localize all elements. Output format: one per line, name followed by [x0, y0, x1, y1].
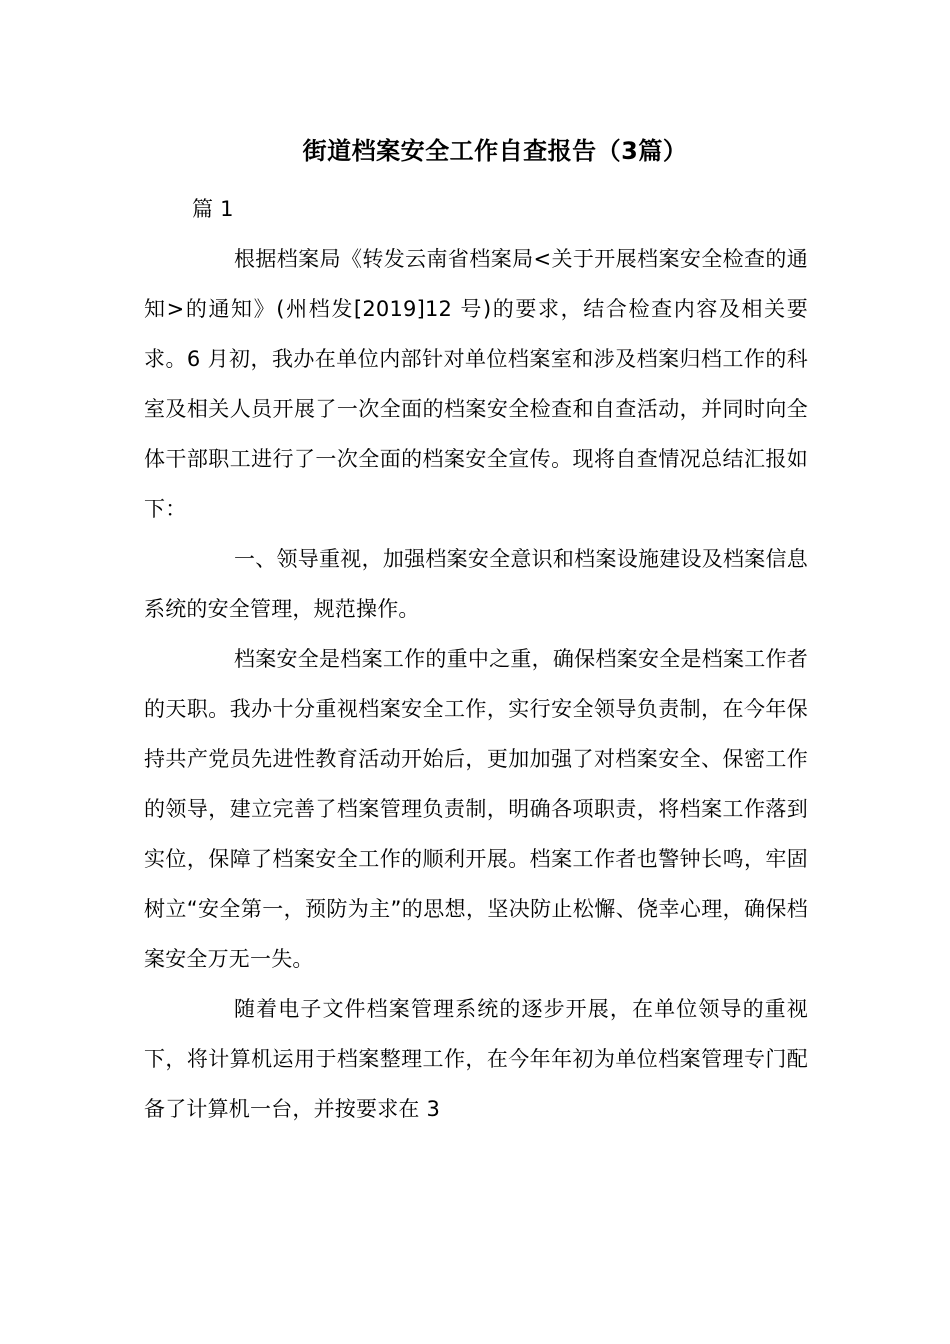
document-body — [144, 184, 808, 1134]
document-title: 街道档案安全工作自查报告（3篇） — [302, 137, 688, 165]
paragraph-safety: 档案安全是档案工作的重中之重，确保档案安全是档案工作者的天职。我办十分重视档案安全工作，实行安全领导负责制，在今年保持共产党员先进性教育活动开始后，更加加强了对档案安全、保密工作的领导，建立完善了档案管理负责制，明确各项职责，将档案工作落到实位，保障了档案安全工作的顺利开展。档案工作者也警钟长鸣，牢固树立“安全第一，预防为主”的思想，坚决防止松懈、侥幸心理，确保档案安全万无一失。 — [144, 647, 808, 971]
section-label: 篇 1 — [192, 197, 234, 221]
paragraph-heading-one: 一、领导重视，加强档案安全意识和档案设施建设及档案信息系统的安全管理，规范操作。 — [144, 547, 808, 621]
paragraph-intro: 根据档案局《转发云南省档案局<关于开展档案安全检查的通知>的通知》(州档发[2019]12 号)的要求，结合检查内容及相关要求。6 月初，我办在单位内部针对单位档案室和涉及档案归档工作的科室及相关人员开展了一次全面的档案安全检查和自查活动，并同时向全体干部职工进行了一次全面的档案安全宣传。现将自查情况总结汇报如下： — [144, 247, 808, 521]
paragraph-electronic: 随着电子文件档案管理系统的逐步开展，在单位领导的重视下，将计算机运用于档案整理工作，在今年年初为单位档案管理专门配备了计算机一台，并按要求在 3 — [144, 997, 808, 1121]
